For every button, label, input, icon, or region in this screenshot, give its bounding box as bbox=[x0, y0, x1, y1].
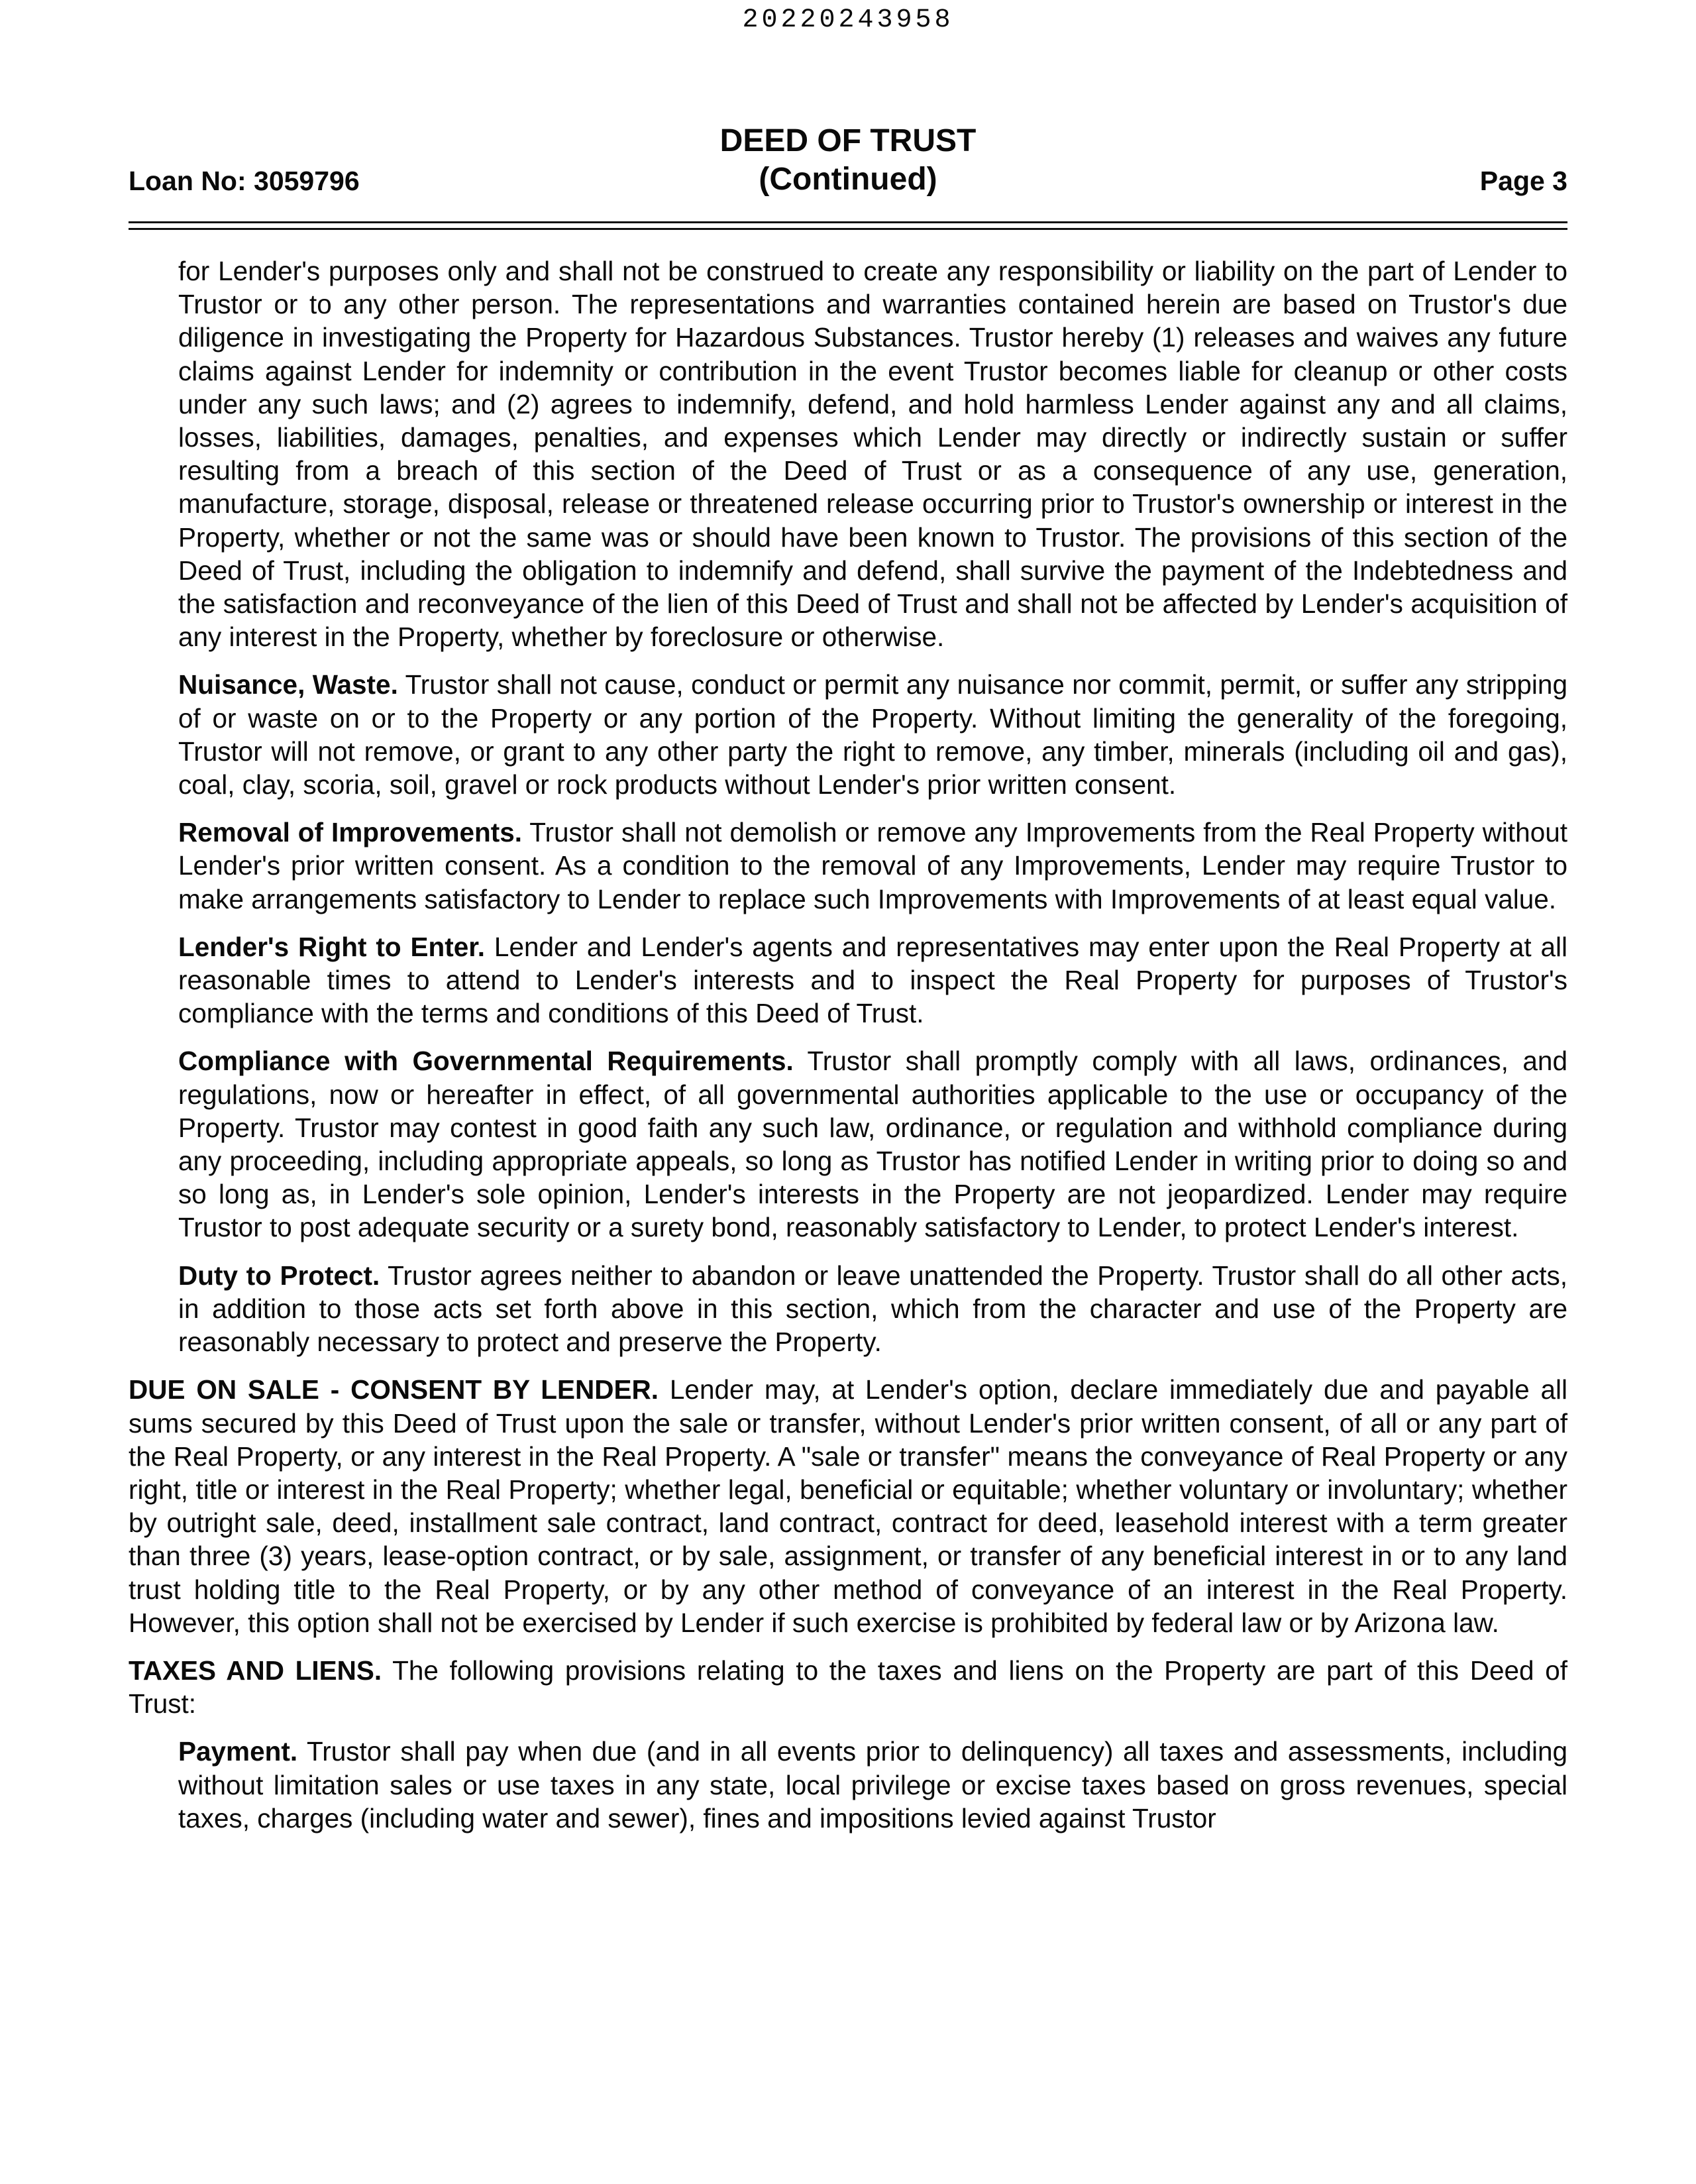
paragraph-heading: Nuisance, Waste. bbox=[178, 669, 398, 700]
paragraph-compliance bbox=[178, 1044, 1567, 1244]
paragraph-text: Lender may, at Lender's option, declare immediately due and payable all sums secured by this Deed of Trust upon the sale or transfer, without Lender's prior written consent, of all or any part of the Real Property, or any interest in the Real Property. A "sale or transfer" means the conveyance of Real Property or any right, title or interest in the Real Property; whether legal, beneficial or equitable; whether voluntary or involuntary; whether by outright sale, deed, installment sale contract, land contract, contract for deed, leasehold interest with a term greater than three (3) years, lease-option contract, or by sale, assignment, or transfer of any beneficial interest in or to any land trust holding title to the Real Property, or by any other method of conveyance of an interest in the Real Property. However, this option shall not be exercised by Lender if such exercise is prohibited by federal law or by Arizona law. bbox=[129, 1374, 1567, 1638]
paragraph-lenders-right-to-enter bbox=[178, 930, 1567, 1030]
header-rule-bottom bbox=[129, 228, 1567, 230]
paragraph-hazardous-continuation bbox=[178, 254, 1567, 653]
paragraph-heading: Duty to Protect. bbox=[178, 1260, 380, 1291]
paragraph-text: Trustor shall not cause, conduct or permit any nuisance nor commit, permit, or suffer any stripping of or waste on or to the Property or any portion of the Property. Without limiting the generality of the foregoing, Trustor will not remove, or grant to any other party the right to remove, any timber, minerals (including oil and gas), coal, clay, scoria, soil, gravel or rock products without Lender's prior written consent. bbox=[178, 669, 1567, 800]
subtitle-line: (Continued) bbox=[759, 162, 937, 197]
paragraph-removal-of-improvements bbox=[178, 816, 1567, 916]
paragraph-heading: Compliance with Governmental Requirements. bbox=[178, 1046, 794, 1077]
document-body bbox=[129, 254, 1567, 1835]
paragraph-text: Lender and Lender's agents and representatives may enter upon the Real Property at all reasonable times to attend to Lender's interests and to inspect the Real Property for purposes of Trustor's compliance with the terms and conditions of this Deed of Trust. bbox=[178, 931, 1567, 1029]
paragraph-text: The following provisions relating to the taxes and liens on the Property are part of this Deed of Trust: bbox=[129, 1655, 1567, 1720]
title-line: DEED OF TRUST bbox=[719, 123, 977, 158]
paragraph-text: Trustor shall promptly comply with all laws, ordinances, and regulations, now or hereafter in effect, of all governmental authorities applicable to the use or occupancy of the Property. Trustor may contest in good faith any such law, ordinance, or regulation and withhold compliance during any proceeding, including appropriate appeals, so long as Trustor has notified Lender in writing prior to doing so and so long as, in Lender's sole opinion, Lender's interests in the Property are not jeopardized. Lender may require Trustor to post adequate security or a surety bond, reasonably satisfactory to Lender, to protect Lender's interest. bbox=[178, 1046, 1567, 1243]
paragraph-duty-to-protect bbox=[178, 1259, 1567, 1359]
paragraph-text: Trustor shall pay when due (and in all events prior to delinquency) all taxes and assessments, including without limitation sales or use taxes in any state, local privilege or excise taxes based on gross revenues, special taxes, charges (including water and sewer), fines and impositions levied against Trustor bbox=[178, 1736, 1567, 1833]
paragraph-text: Trustor agrees neither to abandon or leave unattended the Property. Trustor shall do all other acts, in addition to those acts set forth above in this section, which from the character and use of the Property are reasonably necessary to protect and preserve the Property. bbox=[178, 1260, 1568, 1358]
paragraph-heading: Payment. bbox=[178, 1736, 298, 1767]
document-number: 20220243958 bbox=[742, 5, 954, 35]
header-rule-top bbox=[129, 221, 1567, 223]
paragraph-text: for Lender's purposes only and shall not be construed to create any responsibility or liability on the part of Lender to Trustor or to any other person. The representations and warranties contained herein are based on Trustor's due diligence in investigating the Property for Hazardous Substances. Trustor hereby (1) releases and waives any future claims against Lender for indemnity or contribution in the event Trustor becomes liable for cleanup or other costs under any such laws; and (2) agrees to indemnify, defend, and hold harmless Lender against any and all claims, losses, liabilities, damages, penalties, and expenses which Lender may directly or indirectly sustain or suffer resulting from a breach of this section of the Deed of Trust or as a consequence of any use, generation, manufacture, storage, disposal, release or threatened release occurring prior to Trustor's ownership or interest in the Property, whether or not the same was or should have been known to Trustor. The provisions of this section of the Deed of Trust, including the obligation to indemnify and defend, shall survive the payment of the Indebtedness and the satisfaction and reconveyance of the lien of this Deed of Trust and shall not be affected by Lender's acquisition of any interest in the Property, whether by foreclosure or otherwise. bbox=[178, 256, 1567, 653]
section-heading: DUE ON SALE - CONSENT BY LENDER. bbox=[129, 1374, 659, 1405]
page-number: Page 3 bbox=[1479, 166, 1567, 196]
section-heading: TAXES AND LIENS. bbox=[129, 1655, 382, 1686]
paragraph-heading: Removal of Improvements. bbox=[178, 817, 523, 848]
section-due-on-sale bbox=[129, 1373, 1567, 1639]
paragraph-nuisance-waste bbox=[178, 668, 1567, 801]
paragraph-text: Trustor shall not demolish or remove any Improvements from the Real Property without Lender's prior written consent. As a condition to the removal of any Improvements, Lender may require Trustor to make arrangements satisfactory to Lender to replace such Improvements with Improvements of at least equal value. bbox=[178, 817, 1567, 914]
paragraph-payment bbox=[178, 1735, 1567, 1835]
loan-number: Loan No: 3059796 bbox=[129, 166, 360, 196]
paragraph-heading: Lender's Right to Enter. bbox=[178, 931, 486, 962]
section-taxes-and-liens bbox=[129, 1654, 1567, 1720]
